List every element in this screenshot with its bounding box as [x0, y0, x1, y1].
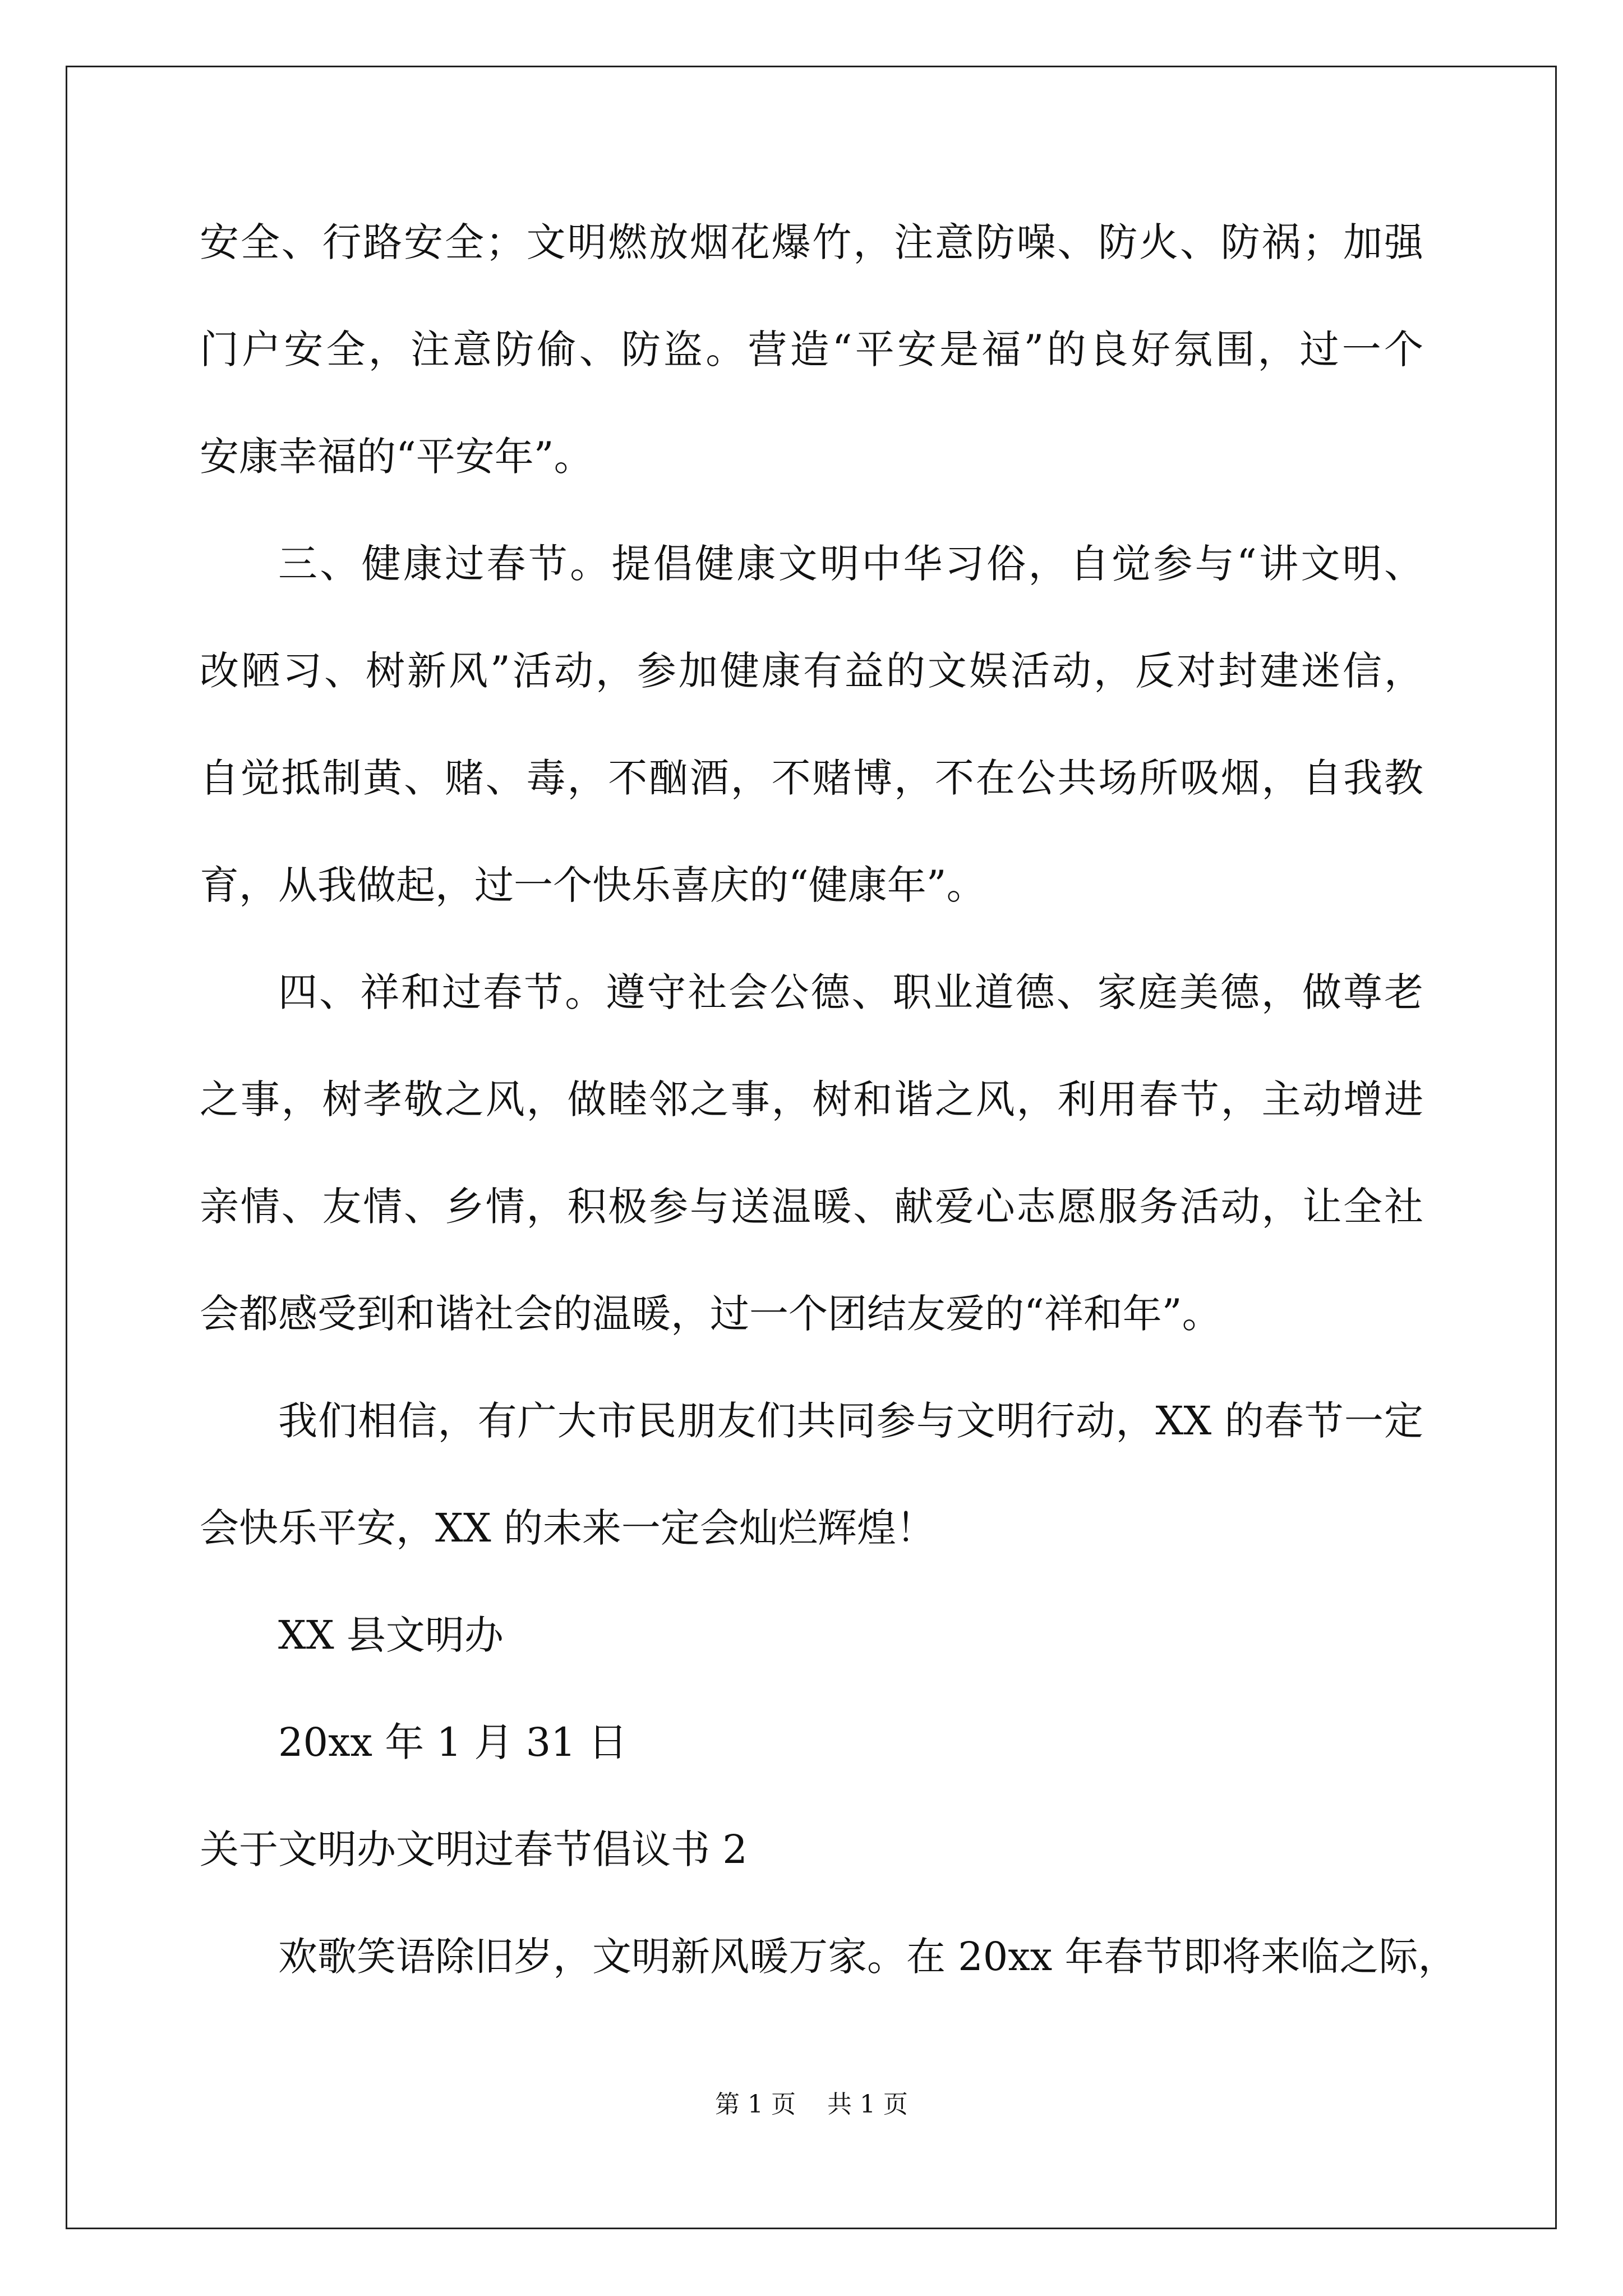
section-title: 关于文明办文明过春节倡议书 2	[200, 1826, 748, 1872]
page-total: 共 1 页	[827, 2090, 908, 2119]
paragraph-line: 欢歌笑语除旧岁，文明新风暖万家。在 20xx 年春节即将来临之际，	[278, 1934, 1458, 1980]
signature-date: 20xx 年 1 月 31 日	[278, 1719, 628, 1765]
paragraph-line: 自觉抵制黄、赌、毒，不酗酒，不赌博，不在公共场所吸烟，自我教	[200, 755, 1423, 801]
page-footer	[0, 2088, 1623, 2122]
paragraph-line: 安康幸福的“平安年”。	[200, 434, 593, 480]
paragraph-line: 安全、行路安全；文明燃放烟花爆竹，注意防噪、防火、防祸；加强	[200, 219, 1423, 265]
paragraph-line: 会都感受到和谐社会的温暖，过一个团结友爱的“祥和年”。	[200, 1291, 1221, 1337]
signature-org: XX 县文明办	[278, 1612, 504, 1658]
page-number: 第 1 页	[715, 2090, 796, 2119]
paragraph-line: 门户安全，注意防偷、防盗。营造“平安是福”的良好氛围，过一个	[200, 326, 1423, 372]
paragraph-line: 会快乐平安，XX 的未来一定会灿烂辉煌！	[200, 1505, 935, 1551]
paragraph-line: 亲情、友情、乡情，积极参与送温暖、献爱心志愿服务活动，让全社	[200, 1184, 1423, 1230]
page-border	[66, 66, 1557, 2229]
paragraph-line: 育，从我做起，过一个快乐喜庆的“健康年”。	[200, 862, 986, 908]
paragraph-line: 改陋习、树新风”活动，参加健康有益的文娱活动，反对封建迷信，	[200, 648, 1423, 694]
paragraph-line: 四、祥和过春节。遵守社会公德、职业道德、家庭美德，做尊老	[278, 969, 1423, 1015]
paragraph-line: 我们相信，有广大市民朋友们共同参与文明行动，XX 的春节一定	[278, 1398, 1423, 1444]
paragraph-line: 三、健康过春节。提倡健康文明中华习俗，自觉参与“讲文明、	[278, 541, 1423, 587]
paragraph-line: 之事，树孝敬之风，做睦邻之事，树和谐之风，利用春节，主动增进	[200, 1076, 1423, 1122]
